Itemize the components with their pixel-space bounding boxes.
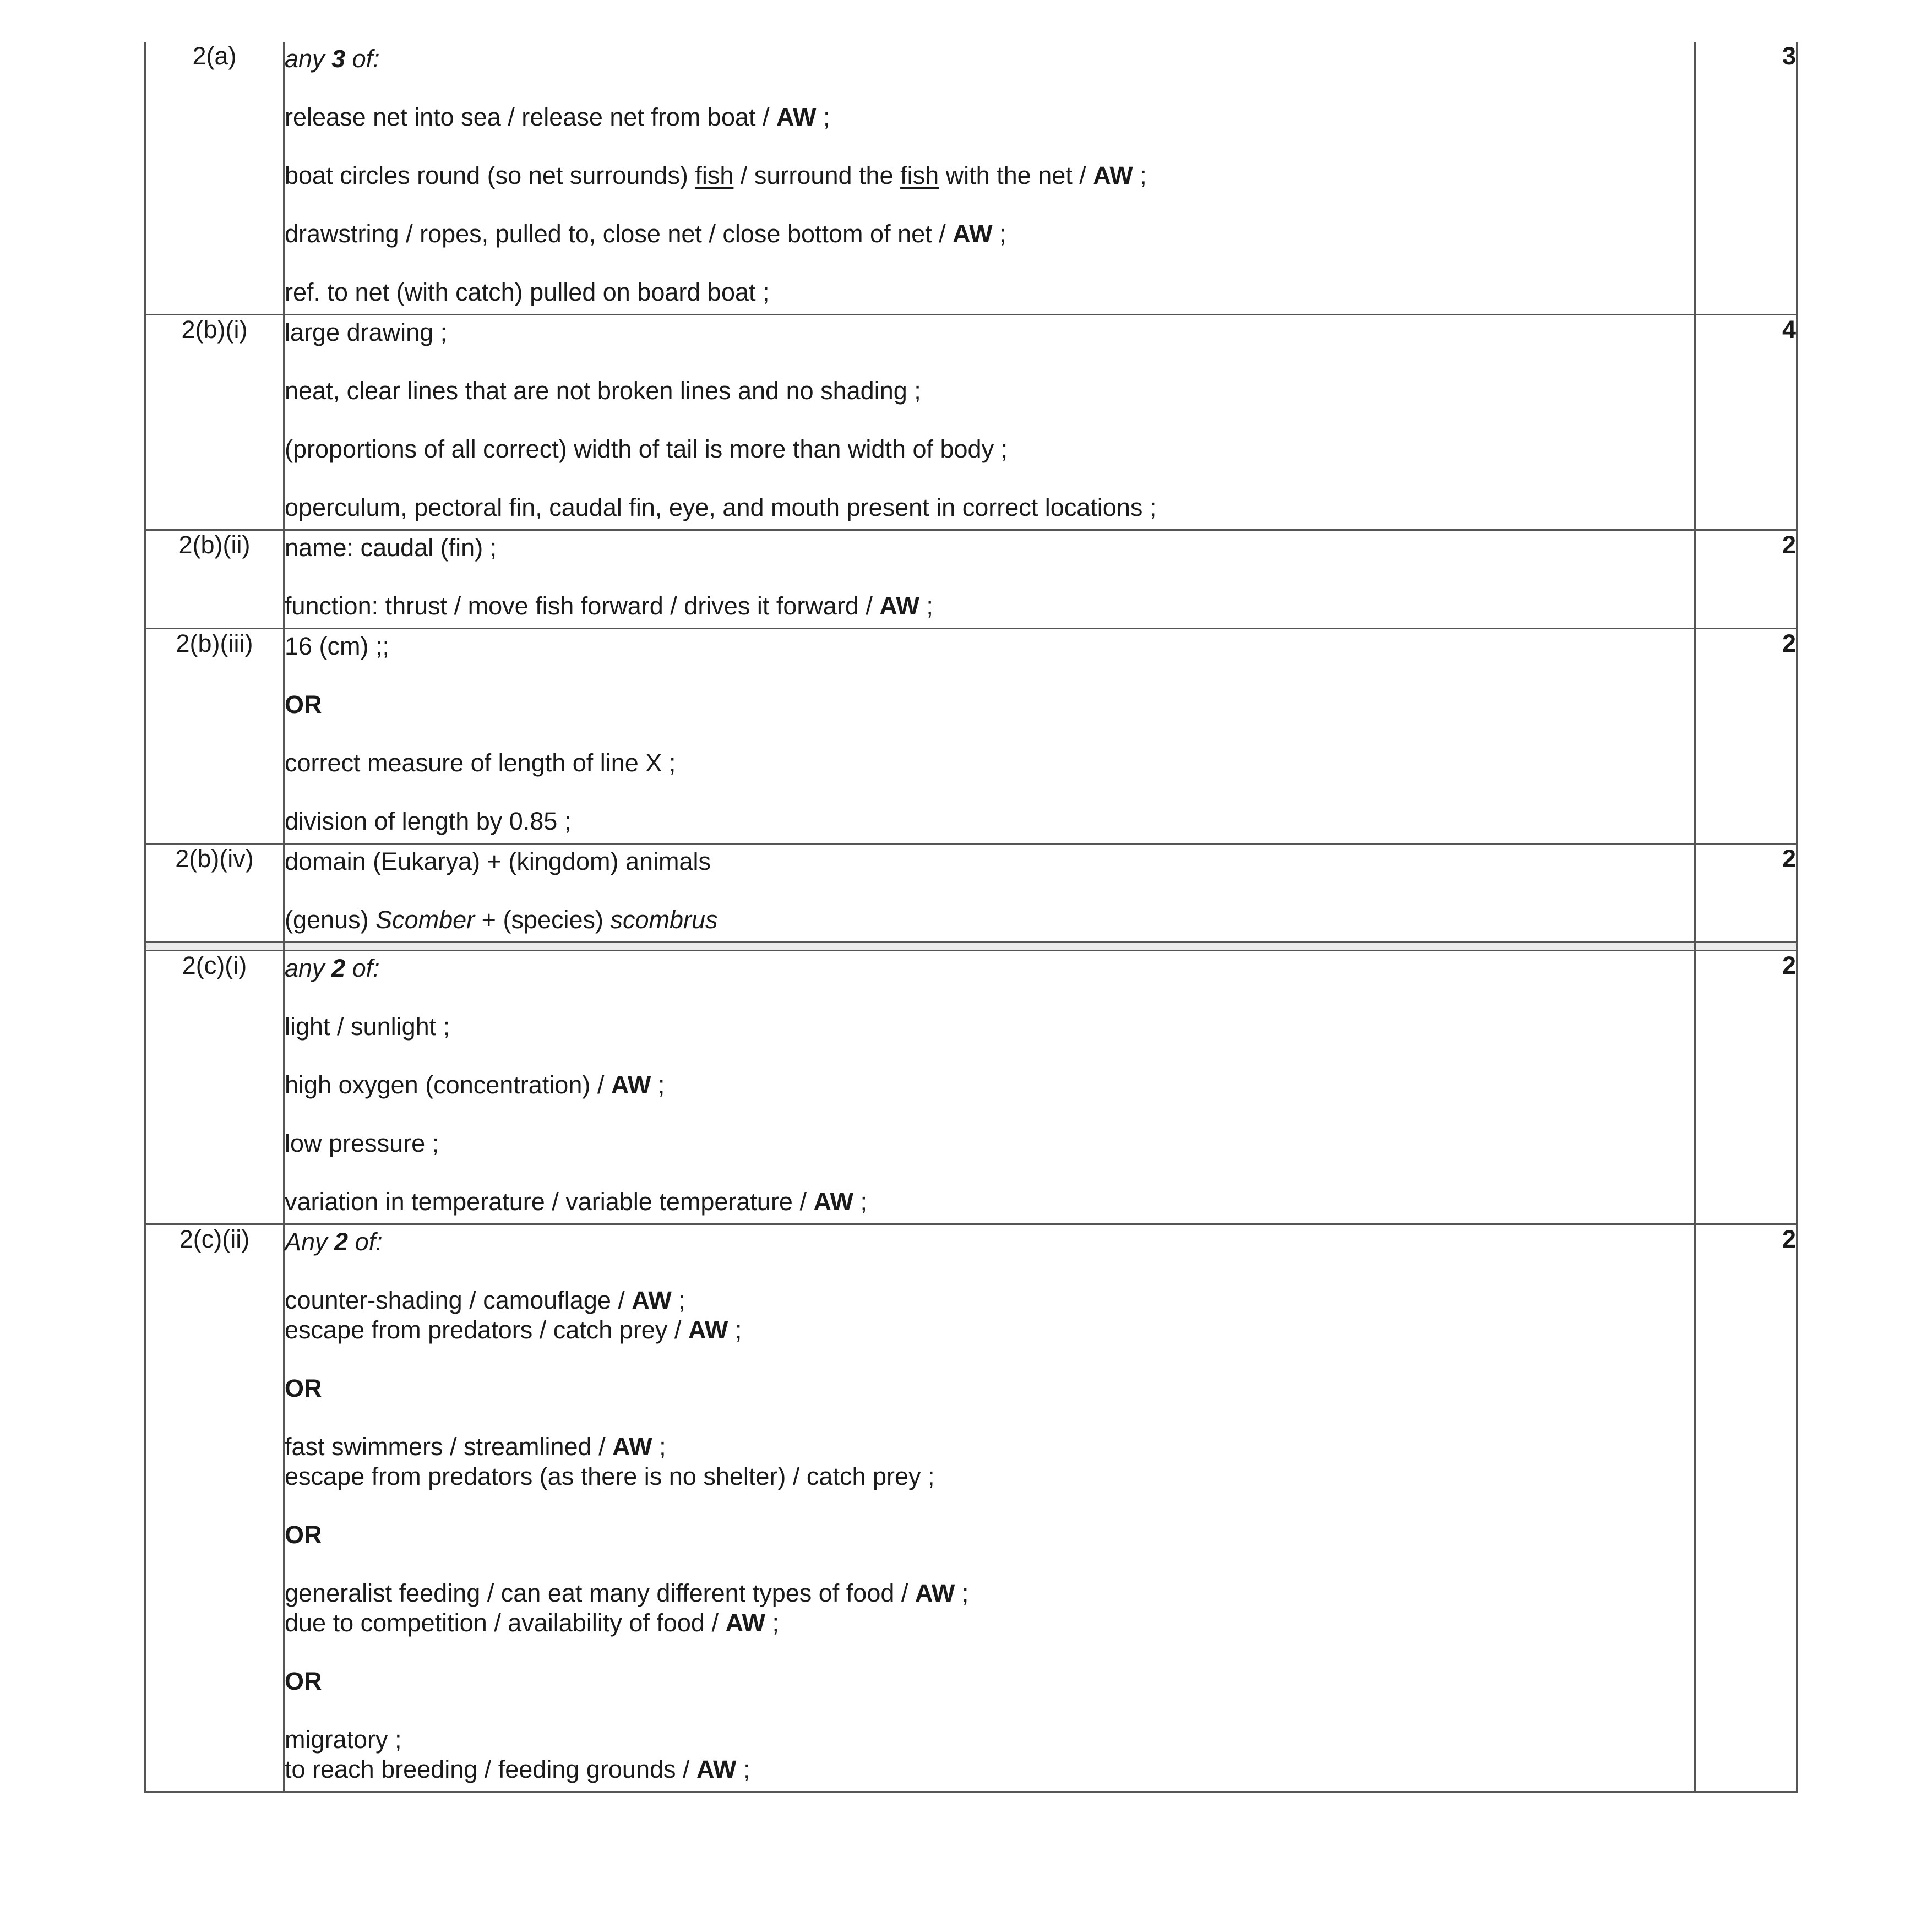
marks-value: 4 [1695, 315, 1797, 530]
answer-line: escape from predators (as there is no shelter) / catch prey ; [285, 1462, 935, 1490]
question-number: 2(a) [145, 42, 284, 315]
answer-line: Any 2 of: [285, 1228, 383, 1256]
answer-cell [284, 951, 1695, 1224]
answer-line: counter-shading / camouflage / AW ; [285, 1286, 685, 1314]
question-number: 2(b)(i) [145, 315, 284, 530]
table-row [145, 951, 1797, 1224]
mark-scheme-table [144, 42, 1798, 1793]
table-row [145, 42, 1797, 315]
answer-line: ref. to net (with catch) pulled on board boat ; [285, 278, 770, 306]
answer-line: generalist feeding / can eat many different types of food / AW ; [285, 1579, 969, 1607]
table-row [145, 315, 1797, 530]
divider-cell [1695, 943, 1797, 951]
or-separator: OR [285, 1374, 322, 1402]
answer-line: release net into sea / release net from boat / AW ; [285, 103, 830, 131]
marks-value: 2 [1695, 530, 1797, 629]
answer-line: boat circles round (so net surrounds) fish / surround the fish with the net / AW ; [285, 161, 1147, 189]
answer-cell [284, 1224, 1695, 1792]
or-separator: OR [285, 690, 322, 718]
question-number: 2(b)(iv) [145, 844, 284, 943]
question-number: 2(b)(iii) [145, 629, 284, 844]
answer-line: low pressure ; [285, 1129, 439, 1157]
answer-cell [284, 42, 1695, 315]
answer-line: neat, clear lines that are not broken lines and no shading ; [285, 377, 921, 405]
table-row [145, 629, 1797, 844]
table-row [145, 1224, 1797, 1792]
answer-cell [284, 315, 1695, 530]
question-number: 2(c)(i) [145, 951, 284, 1224]
answer-line: function: thrust / move fish forward / drives it forward / AW ; [285, 592, 933, 620]
answer-line: drawstring / ropes, pulled to, close net / close bottom of net / AW ; [285, 220, 1006, 248]
answer-line: correct measure of length of line X ; [285, 749, 676, 777]
answer-line: (proportions of all correct) width of tail is more than width of body ; [285, 435, 1008, 463]
marks-value: 2 [1695, 629, 1797, 844]
answer-line: migratory ; [285, 1725, 402, 1754]
marks-value: 2 [1695, 1224, 1797, 1792]
table-divider [145, 943, 1797, 951]
answer-line: escape from predators / catch prey / AW ; [285, 1316, 742, 1344]
table-row [145, 530, 1797, 629]
answer-line: operculum, pectoral fin, caudal fin, eye, and mouth present in correct locations ; [285, 493, 1157, 521]
answer-line: high oxygen (concentration) / AW ; [285, 1071, 665, 1099]
marks-value: 2 [1695, 951, 1797, 1224]
answer-cell [284, 629, 1695, 844]
answer-cell [284, 844, 1695, 943]
answer-line: due to competition / availability of food / AW ; [285, 1609, 779, 1637]
answer-line: name: caudal (fin) ; [285, 533, 497, 562]
answer-cell [284, 530, 1695, 629]
answer-line: light / sunlight ; [285, 1012, 450, 1041]
answer-line: fast swimmers / streamlined / AW ; [285, 1433, 666, 1461]
answer-line: any 2 of: [285, 954, 380, 982]
marks-value: 3 [1695, 42, 1797, 315]
answer-line: 16 (cm) ;; [285, 632, 390, 660]
answer-line: any 3 of: [285, 45, 380, 73]
question-number: 2(b)(ii) [145, 530, 284, 629]
answer-line: to reach breeding / feeding grounds / AW ; [285, 1755, 750, 1783]
table-row [145, 844, 1797, 943]
divider-cell [284, 943, 1695, 951]
question-number: 2(c)(ii) [145, 1224, 284, 1792]
or-separator: OR [285, 1667, 322, 1695]
answer-line: division of length by 0.85 ; [285, 807, 572, 835]
answer-line: variation in temperature / variable temperature / AW ; [285, 1188, 867, 1216]
answer-line: domain (Eukarya) + (kingdom) animals [285, 847, 711, 875]
divider-cell [145, 943, 284, 951]
marks-value: 2 [1695, 844, 1797, 943]
answer-line: large drawing ; [285, 318, 448, 346]
answer-line: (genus) Scomber + (species) scombrus [285, 906, 718, 934]
or-separator: OR [285, 1521, 322, 1549]
